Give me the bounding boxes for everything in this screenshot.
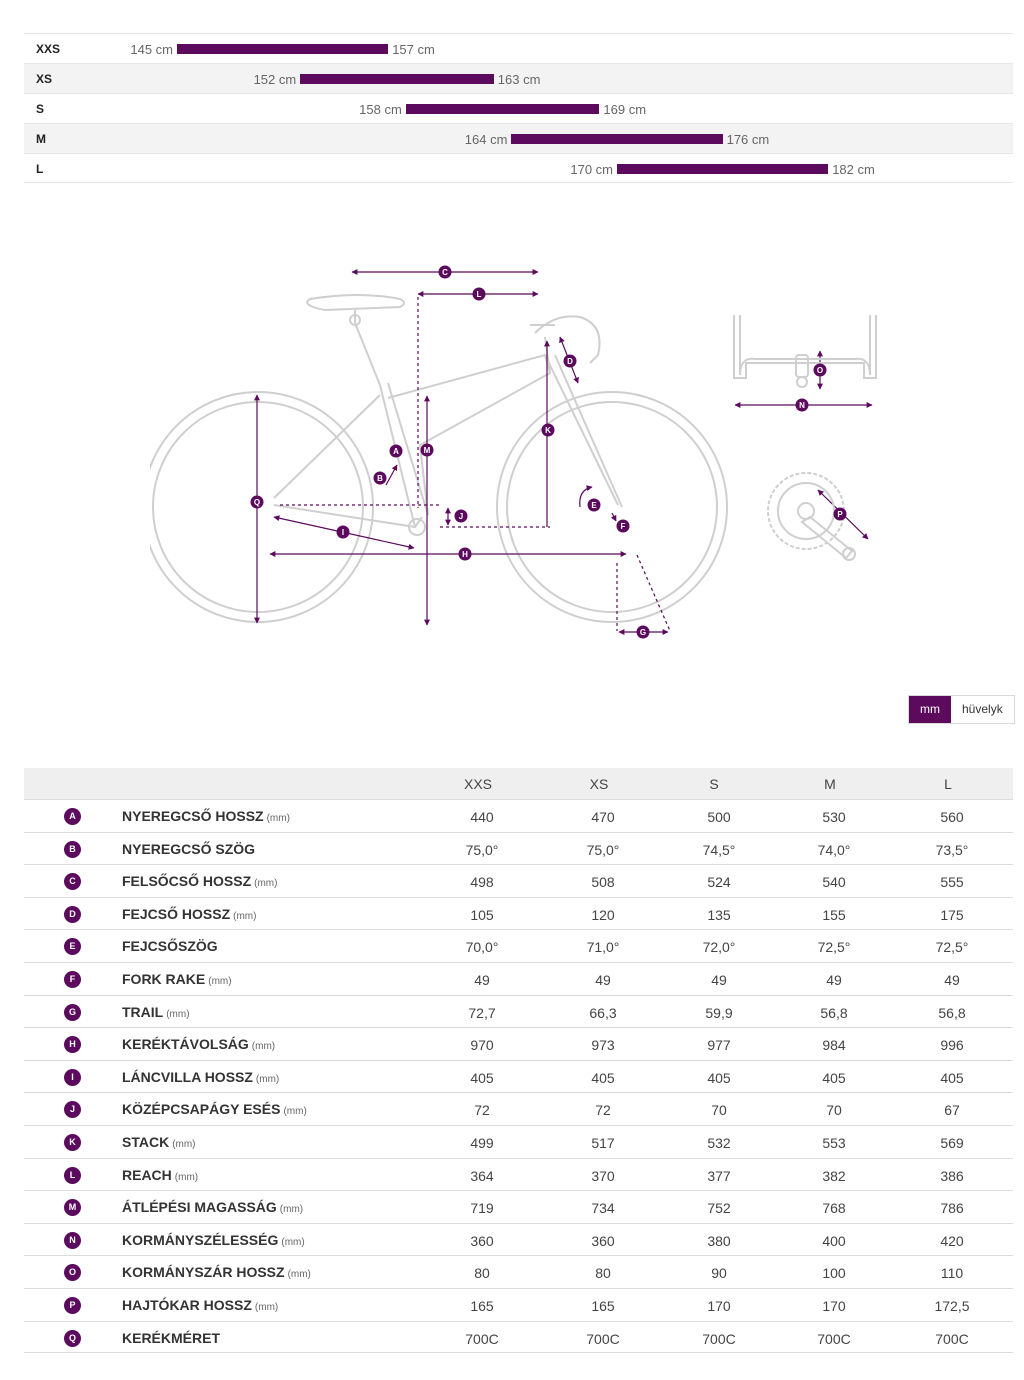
svg-text:D: D	[567, 357, 573, 366]
table-cell: 700C	[586, 1330, 620, 1347]
table-row	[24, 799, 1013, 832]
diagram-badge-n	[796, 399, 809, 412]
range-min-label: 164 cm	[464, 132, 508, 147]
row-name-text: KORMÁNYSZÉLESSÉG	[122, 1231, 279, 1248]
table-cell: 405	[940, 1069, 964, 1086]
table-cell: 100	[822, 1265, 846, 1282]
table-cell: 360	[470, 1232, 494, 1249]
row-name	[122, 906, 256, 922]
table-cell: 530	[822, 809, 846, 825]
svg-text:L: L	[476, 290, 482, 299]
table-cell: 405	[822, 1069, 846, 1086]
row-badge: J	[64, 1101, 81, 1118]
table-row	[24, 1288, 1013, 1321]
table-cell: 508	[591, 874, 615, 891]
svg-text:J: J	[458, 512, 464, 521]
row-badge: P	[64, 1297, 81, 1314]
table-row	[24, 1321, 1013, 1354]
row-badge: F	[64, 971, 81, 988]
row-badge: B	[64, 841, 81, 858]
range-row	[24, 93, 1013, 123]
row-unit: (mm)	[283, 1106, 307, 1118]
row-name-text: FEJCSŐSZÖG	[122, 938, 218, 955]
diagram-badge-l	[473, 288, 486, 301]
table-cell: 49	[474, 971, 490, 988]
range-bar	[406, 104, 600, 114]
svg-text:F: F	[620, 522, 626, 531]
table-cell: 74,5°	[702, 841, 736, 858]
table-row	[24, 962, 1013, 995]
table-cell: 80	[595, 1265, 611, 1282]
table-cell: 49	[595, 971, 611, 988]
row-name	[122, 1069, 279, 1085]
table-cell: 370	[591, 1167, 615, 1184]
rear-wheel	[150, 392, 373, 622]
table-cell: 72,5°	[935, 939, 969, 956]
row-unit: (mm)	[254, 878, 278, 890]
table-cell: 517	[591, 1134, 615, 1151]
svg-text:N: N	[799, 401, 805, 410]
table-cell: 405	[470, 1069, 494, 1086]
table-cell: 540	[822, 874, 846, 891]
table-cell: 405	[591, 1069, 615, 1086]
row-badge: M	[64, 1199, 81, 1216]
diagram-badge-o	[814, 364, 827, 377]
row-name-text: REACH	[122, 1166, 172, 1183]
table-cell: 72	[595, 1102, 611, 1119]
table-cell: 70,0°	[465, 939, 499, 956]
row-badge: L	[64, 1167, 81, 1184]
row-name-text: KERÉKMÉRET	[122, 1329, 221, 1346]
table-cell: 700C	[465, 1330, 499, 1347]
table-cell: 170	[707, 1297, 731, 1314]
row-unit: (mm)	[208, 975, 232, 987]
range-min-label: 158 cm	[359, 102, 402, 117]
diagram-badge-e	[588, 499, 601, 512]
table-cell: 364	[470, 1167, 494, 1184]
table-row	[24, 897, 1013, 930]
table-cell: 75,0°	[465, 841, 499, 858]
unit-toggle	[908, 695, 1015, 724]
range-bar	[617, 164, 828, 174]
table-row	[24, 1158, 1013, 1191]
table-cell: 110	[940, 1265, 964, 1282]
range-min-label: 170 cm	[570, 162, 613, 177]
table-row	[24, 1223, 1013, 1256]
row-name	[122, 1297, 278, 1313]
row-name	[122, 938, 218, 954]
row-unit: (mm)	[254, 1301, 279, 1313]
table-cell: 560	[940, 809, 964, 825]
table-cell: 360	[591, 1232, 615, 1249]
table-row	[24, 1125, 1013, 1158]
column-header-l: L	[944, 776, 952, 792]
geometry-diagram	[150, 255, 890, 645]
row-badge: D	[64, 906, 81, 923]
row-badge: G	[64, 1004, 81, 1021]
table-cell: 135	[707, 906, 731, 923]
table-cell: 470	[591, 809, 615, 825]
row-name-text: FORK RAKE	[122, 970, 206, 987]
svg-text:K: K	[545, 426, 551, 435]
row-unit: (mm)	[279, 1204, 304, 1216]
range-row	[24, 63, 1013, 93]
row-unit: (mm)	[281, 1236, 305, 1248]
table-cell: 73,5°	[935, 841, 969, 858]
range-min-label: 152 cm	[253, 72, 297, 87]
table-cell: 59,9	[705, 1004, 733, 1021]
row-badge: I	[64, 1069, 81, 1086]
svg-text:I: I	[341, 528, 345, 537]
diagram-badge-k	[542, 424, 555, 437]
table-cell: 90	[711, 1265, 727, 1282]
row-unit: (mm)	[172, 1138, 196, 1150]
table-row	[24, 1027, 1013, 1060]
row-name-text: KORMÁNYSZÁR HOSSZ	[122, 1264, 285, 1281]
handlebar-view	[734, 315, 876, 387]
table-row	[24, 929, 1013, 962]
table-cell: 155	[822, 906, 846, 923]
table-row	[24, 995, 1013, 1028]
table-cell: 405	[707, 1069, 731, 1086]
range-bar	[300, 74, 494, 84]
row-badge: K	[64, 1134, 81, 1151]
row-name	[122, 971, 232, 987]
table-cell: 175	[940, 906, 964, 923]
table-row	[24, 864, 1013, 897]
unit-mm-button[interactable]: mm	[909, 696, 951, 723]
table-cell: 71,0°	[586, 939, 620, 956]
table-cell: 532	[707, 1134, 731, 1151]
table-cell: 700C	[702, 1330, 736, 1347]
range-max-label: 157 cm	[392, 42, 435, 57]
table-cell: 553	[822, 1134, 846, 1151]
table-row	[24, 1255, 1013, 1288]
table-cell: 49	[944, 971, 960, 988]
table-cell: 498	[470, 874, 494, 891]
table-cell: 400	[822, 1232, 846, 1249]
column-header-xxs: XXS	[463, 776, 492, 792]
range-row	[24, 123, 1013, 153]
table-cell: 499	[470, 1134, 494, 1151]
table-cell: 120	[591, 906, 615, 923]
row-name-text: TRAIL	[122, 1003, 164, 1020]
table-cell: 70	[826, 1102, 842, 1119]
table-body	[24, 799, 1013, 1353]
table-cell: 569	[940, 1134, 964, 1151]
row-name-text: NYEREGCSŐ HOSSZ	[122, 808, 264, 824]
table-cell: 786	[940, 1200, 964, 1217]
table-cell: 105	[470, 906, 494, 923]
row-name	[122, 1330, 220, 1346]
row-badge: N	[64, 1232, 81, 1249]
range-bar	[511, 134, 722, 144]
table-cell: 72,7	[468, 1004, 496, 1021]
range-max-label: 182 cm	[832, 162, 875, 177]
table-cell: 56,8	[938, 1004, 966, 1021]
range-row	[24, 33, 1013, 63]
table-cell: 172,5	[934, 1297, 970, 1314]
row-name	[122, 1167, 198, 1183]
range-max-label: 163 cm	[497, 72, 541, 87]
row-badge: C	[64, 873, 81, 890]
row-unit: (mm)	[266, 813, 290, 824]
svg-text:C: C	[442, 268, 448, 277]
table-cell: 700C	[817, 1330, 851, 1347]
row-name-text: KÖZÉPCSAPÁGY ESÉS	[122, 1101, 281, 1118]
size-range-chart	[24, 33, 1013, 183]
table-cell: 420	[940, 1232, 964, 1249]
table-row	[24, 1092, 1013, 1125]
range-max-label: 176 cm	[726, 132, 770, 147]
table-row	[24, 832, 1013, 865]
diagram-badge-f	[617, 520, 630, 533]
unit-inch-button[interactable]: hüvelyk	[951, 696, 1014, 723]
table-cell: 72	[474, 1102, 490, 1119]
svg-text:B: B	[377, 474, 383, 483]
column-header-s: S	[709, 776, 719, 792]
row-name	[122, 1004, 190, 1020]
row-name-text: KERÉKTÁVOLSÁG	[122, 1036, 249, 1053]
row-name-text: HAJTÓKAR HOSSZ	[122, 1296, 252, 1313]
table-cell: 555	[940, 874, 964, 891]
table-cell: 80	[474, 1265, 490, 1282]
row-name	[122, 808, 290, 824]
table-cell: 977	[707, 1037, 731, 1054]
row-name-text: NYEREGCSŐ SZÖG	[122, 840, 256, 857]
row-name-text: ÁTLÉPÉSI MAGASSÁG	[122, 1199, 277, 1216]
row-name	[122, 1101, 307, 1117]
diagram-badge-g	[637, 626, 650, 639]
row-name	[122, 1232, 305, 1248]
row-name	[122, 1264, 311, 1280]
diagram-badge-c	[439, 266, 452, 279]
row-unit: (mm)	[166, 1008, 190, 1020]
svg-text:P: P	[837, 510, 843, 519]
row-name-text: STACK	[122, 1133, 170, 1150]
front-wheel	[497, 392, 727, 622]
row-name	[122, 841, 255, 857]
row-unit: (mm)	[255, 1073, 280, 1085]
range-size-label: S	[36, 102, 45, 116]
table-cell: 973	[591, 1037, 615, 1054]
column-header-xs: XS	[589, 776, 609, 792]
diagram-badge-a	[390, 445, 403, 458]
svg-text:Q: Q	[253, 498, 261, 507]
table-cell: 970	[470, 1037, 494, 1054]
range-row	[24, 153, 1013, 183]
row-badge: O	[64, 1264, 81, 1281]
table-cell: 984	[822, 1037, 846, 1054]
diagram-badge-b	[374, 472, 387, 485]
column-header-m: M	[824, 776, 836, 792]
svg-text:M: M	[423, 446, 431, 455]
svg-text:O: O	[816, 366, 824, 375]
table-cell: 700C	[935, 1330, 969, 1347]
table-cell: 170	[822, 1297, 846, 1314]
table-cell: 66,3	[589, 1004, 617, 1021]
table-cell: 768	[822, 1200, 846, 1217]
table-cell: 74,0°	[817, 841, 851, 858]
table-cell: 719	[470, 1200, 494, 1217]
table-cell: 56,8	[820, 1004, 848, 1021]
range-size-label: XXS	[36, 42, 61, 56]
range-min-label: 145 cm	[130, 42, 173, 57]
row-name	[122, 1134, 196, 1150]
row-badge: H	[64, 1036, 81, 1053]
row-badge: A	[64, 808, 81, 825]
table-cell: 752	[707, 1200, 731, 1217]
diagram-badge-m	[421, 444, 434, 457]
table-cell: 49	[711, 971, 727, 988]
range-size-label: M	[36, 132, 46, 146]
table-header	[24, 768, 1013, 799]
table-cell: 49	[826, 971, 842, 988]
bike-geometry-svg	[150, 255, 890, 645]
row-name-text: FELSŐCSŐ HOSSZ	[122, 873, 252, 890]
table-row	[24, 1060, 1013, 1093]
range-bar	[177, 44, 388, 54]
diagram-badge-p	[834, 508, 847, 521]
table-cell: 377	[707, 1167, 731, 1184]
row-badge: Q	[64, 1330, 81, 1347]
range-size-label: L	[36, 162, 44, 176]
table-cell: 380	[707, 1232, 731, 1249]
diagram-badge-h	[459, 548, 472, 561]
row-unit: (mm)	[287, 1269, 311, 1281]
row-name	[122, 1036, 275, 1052]
table-cell: 524	[707, 874, 731, 891]
table-cell: 70	[711, 1102, 727, 1119]
table-cell: 734	[591, 1200, 615, 1217]
svg-text:G: G	[639, 628, 647, 637]
geometry-table	[24, 768, 1013, 1353]
table-cell: 440	[470, 809, 494, 825]
table-cell: 72,0°	[702, 939, 736, 956]
svg-text:H: H	[462, 550, 468, 559]
row-unit: (mm)	[233, 910, 257, 922]
diagram-badge-j	[455, 510, 468, 523]
table-cell: 72,5°	[817, 939, 851, 956]
range-size-label: XS	[36, 72, 53, 86]
diagram-badge-d	[564, 355, 577, 368]
table-cell: 996	[940, 1037, 964, 1054]
diagram-badge-q	[251, 496, 264, 509]
row-name	[122, 873, 277, 889]
table-row	[24, 1190, 1013, 1223]
row-name	[122, 1199, 303, 1215]
row-name-text: LÁNCVILLA HOSSZ	[122, 1068, 253, 1085]
diagram-badge-i	[337, 526, 350, 539]
table-cell: 67	[944, 1102, 960, 1119]
table-cell: 165	[470, 1297, 494, 1314]
row-name-text: FEJCSŐ HOSSZ	[122, 905, 231, 922]
svg-text:E: E	[591, 501, 597, 510]
table-cell: 386	[940, 1167, 964, 1184]
table-cell: 165	[591, 1297, 615, 1314]
row-unit: (mm)	[174, 1171, 199, 1183]
range-max-label: 169 cm	[603, 102, 647, 117]
table-cell: 500	[707, 809, 731, 825]
table-cell: 382	[822, 1167, 846, 1184]
svg-text:A: A	[393, 447, 399, 456]
row-unit: (mm)	[251, 1041, 276, 1053]
table-cell: 75,0°	[586, 841, 620, 858]
row-badge: E	[64, 938, 81, 955]
